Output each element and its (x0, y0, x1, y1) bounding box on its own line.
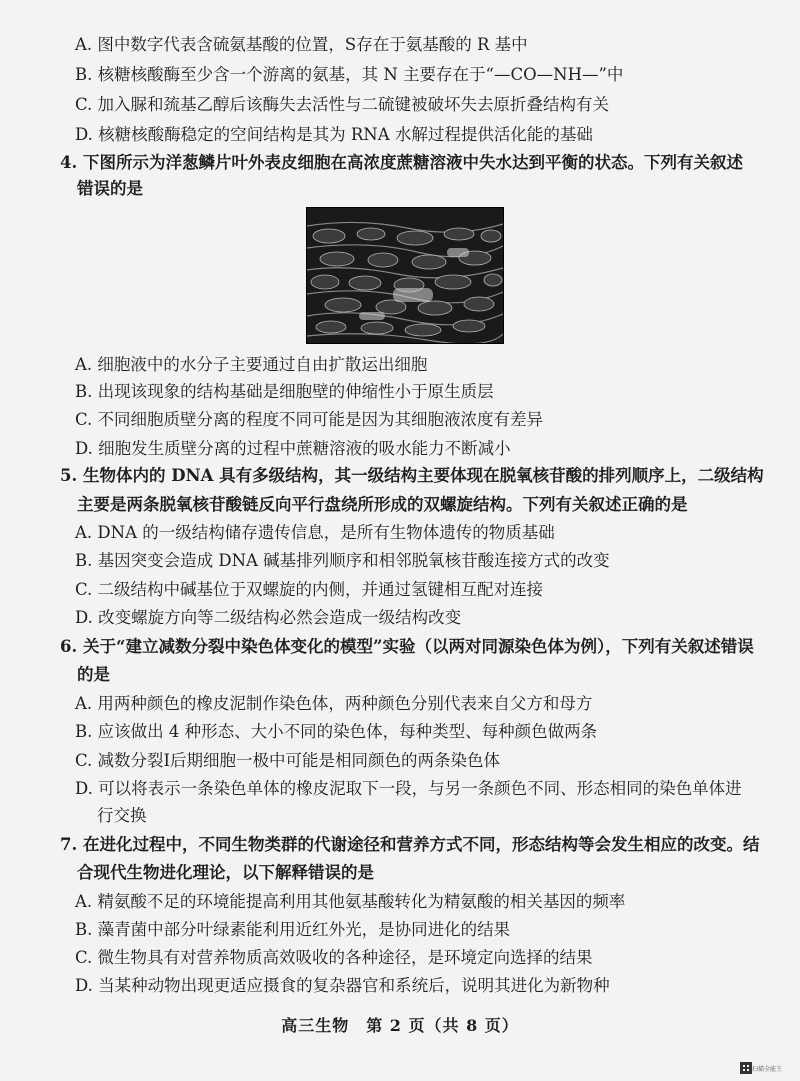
q7-stem: 7. 在进化过程中，不同生物类群的代谢途径和营养方式不同，形态结构等会发生相应的改变。结 (60, 835, 760, 854)
plasmolysis-image (307, 208, 503, 343)
q7-option-c: C. 微生物具有对营养物质高效吸收的各种途径，是环境定向选择的结果 (75, 948, 593, 967)
q6-stem: 6. 关于“建立减数分裂中染色体变化的模型”实验（以两对同源染色体为例），下列有关叙述错误 (60, 637, 754, 656)
q6-option-c: C. 减数分裂Ⅰ后期细胞一极中可能是相同颜色的两条染色体 (75, 751, 501, 770)
q7-option-a: A. 精氨酸不足的环境能提高利用其他氨基酸转化为精氨酸的相关基因的频率 (75, 892, 626, 911)
q3-option-d: D. 核糖核酸酶稳定的空间结构是其为 RNA 水解过程提供活化能的基础 (75, 125, 593, 144)
onion-cell-micrograph (306, 207, 504, 344)
q3-option-a: A. 图中数字代表含硫氨基酸的位置，S存在于氨基酸的 R 基中 (75, 35, 528, 54)
q4-option-c: C. 不同细胞质壁分离的程度不同可能是因为其细胞液浓度有差异 (75, 410, 544, 429)
q4-option-a: A. 细胞液中的水分子主要通过自由扩散运出细胞 (75, 355, 428, 374)
q5-option-a: A. DNA 的一级结构储存遗传信息，是所有生物体遗传的物质基础 (75, 523, 555, 542)
q6-option-a: A. 用两种颜色的橡皮泥制作染色体，两种颜色分别代表来自父方和母方 (75, 694, 593, 713)
q6-option-d: D. 可以将表示一条染色单体的橡皮泥取下一段，与另一条颜色不同、形态相同的染色单体进 (75, 779, 742, 798)
q3-option-b: B. 核糖核酸酶至少含一个游离的氨基，其 N 主要存在于“—CO—NH—”中 (75, 65, 624, 84)
q5-stem: 5. 生物体内的 DNA 具有多级结构，其一级结构主要体现在脱氧核苷酸的排列顺序上，二级结构 (60, 466, 764, 485)
q6-option-d-cont: 行交换 (97, 806, 147, 825)
page-footer: 高三生物 第 2 页（共 8 页） (281, 1016, 519, 1035)
q5-option-c: C. 二级结构中碱基位于双螺旋的内侧，并通过氢键相互配对连接 (75, 580, 544, 599)
q7-stem-cont: 合现代生物进化理论，以下解释错误的是 (77, 863, 374, 882)
qr-code-icon (740, 1062, 752, 1074)
q4-option-b: B. 出现该现象的结构基础是细胞壁的伸缩性小于原生质层 (75, 382, 494, 401)
q7-option-d: D. 当某种动物出现更适应摄食的复杂器官和系统后，说明其进化为新物种 (75, 976, 610, 995)
q4-stem: 4. 下图所示为洋葱鳞片叶外表皮细胞在高浓度蔗糖溶液中失水达到平衡的状态。下列有关叙述 (60, 153, 743, 172)
q5-option-b: B. 基因突变会造成 DNA 碱基排列顺序和相邻脱氧核苷酸连接方式的改变 (75, 551, 610, 570)
q5-stem-cont: 主要是两条脱氧核苷酸链反向平行盘绕所形成的双螺旋结构。下列有关叙述正确的是 (77, 495, 688, 514)
scanner-watermark: 扫描全能王 (752, 1066, 783, 1073)
q5-option-d: D. 改变螺旋方向等二级结构必然会造成一级结构改变 (75, 608, 462, 627)
q4-option-d: D. 细胞发生质壁分离的过程中蔗糖溶液的吸水能力不断减小 (75, 439, 511, 458)
q6-stem-cont: 的是 (77, 665, 110, 684)
q4-stem-cont: 错误的是 (77, 179, 143, 198)
q3-option-c: C. 加入脲和巯基乙醇后该酶失去活性与二硫键被破坏失去原折叠结构有关 (75, 95, 610, 114)
q7-option-b: B. 藻青菌中部分叶绿素能利用近红外光，是协同进化的结果 (75, 920, 511, 939)
q6-option-b: B. 应该做出 4 种形态、大小不同的染色体，每种类型、每种颜色做两条 (75, 722, 598, 741)
